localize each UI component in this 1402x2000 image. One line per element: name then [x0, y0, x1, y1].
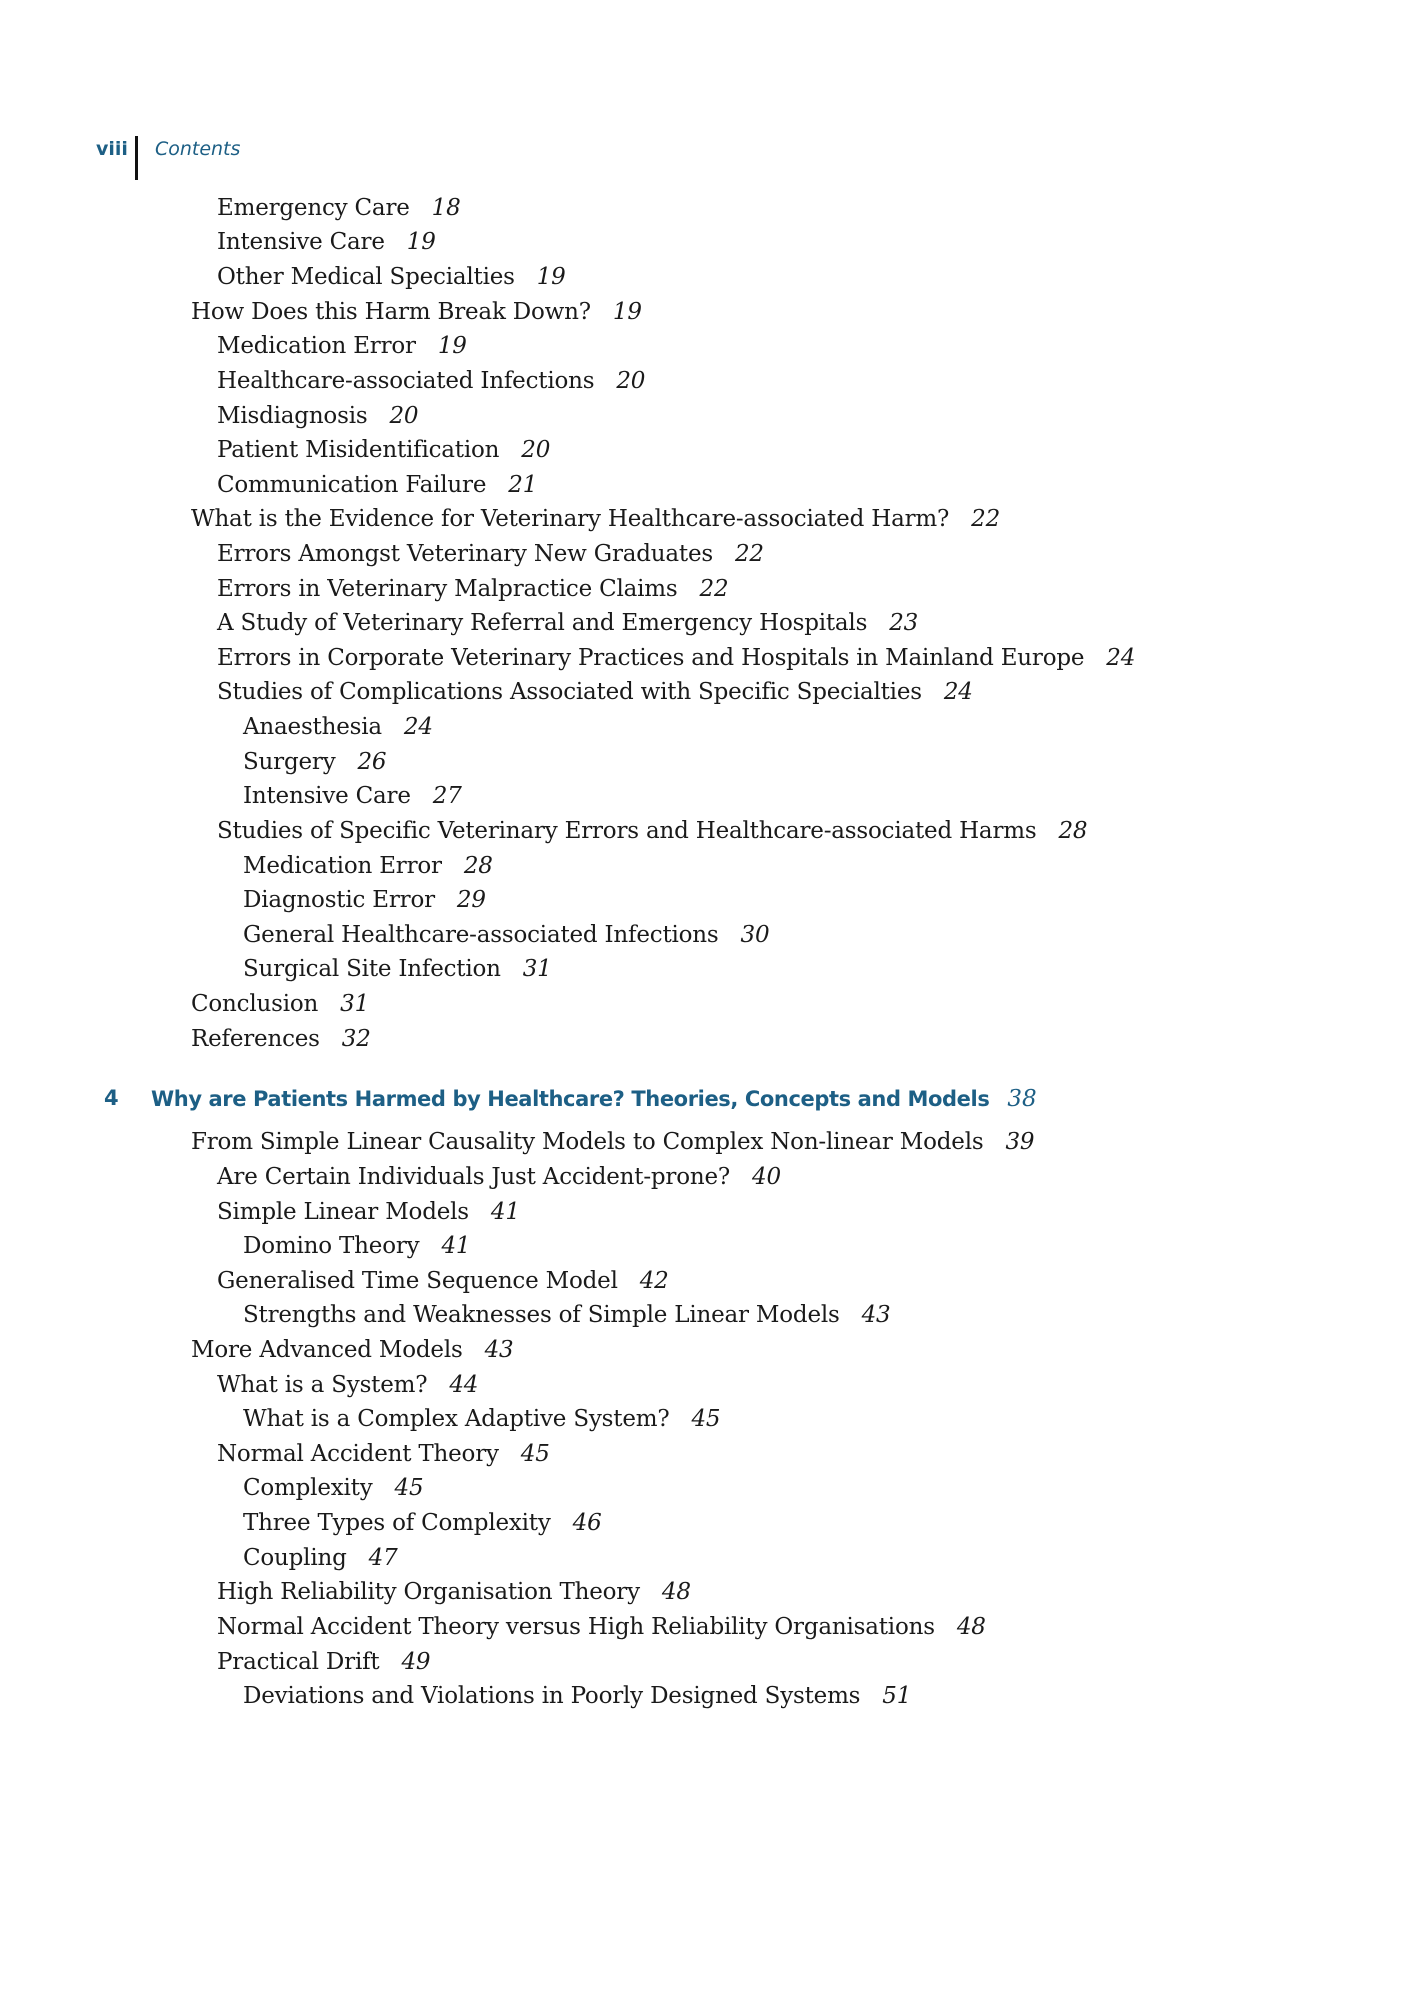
toc-entry-title: Errors in Corporate Veterinary Practices and Hospitals in Mainland Europe: [217, 645, 1085, 671]
toc-entry-page: 29: [456, 887, 486, 913]
chapter-number: 4: [104, 1086, 119, 1110]
toc-entry-title: Surgery: [243, 749, 336, 775]
toc-entry-page: 51: [882, 1683, 912, 1709]
toc-entry-title: From Simple Linear Causality Models to Complex Non-linear Models: [191, 1129, 984, 1155]
toc-entry: [191, 506, 1000, 532]
toc-entry-title: Studies of Specific Veterinary Errors and Healthcare-associated Harms: [217, 818, 1037, 844]
toc-entry-page: 43: [861, 1302, 891, 1328]
toc-entry-title: Anaesthesia: [243, 714, 382, 740]
toc-entry-page: 39: [1005, 1129, 1035, 1155]
toc-entry-page: 46: [572, 1510, 602, 1536]
toc-entry-page: 19: [612, 299, 642, 325]
toc-entry-page: 31: [340, 991, 370, 1017]
toc-entry-page: 24: [943, 679, 973, 705]
toc-entry-title: Normal Accident Theory: [217, 1441, 499, 1467]
toc-entry-title: References: [191, 1026, 320, 1052]
toc-entry: [217, 368, 645, 394]
toc-entry-page: 41: [490, 1199, 520, 1225]
toc-entry-page: 45: [520, 1441, 550, 1467]
toc-entry: [217, 818, 1087, 844]
toc-entry-page: 19: [437, 333, 467, 359]
toc-entry-page: 47: [368, 1545, 398, 1571]
toc-entry-title: High Reliability Organisation Theory: [217, 1579, 640, 1605]
chapter-page: 38: [1007, 1086, 1037, 1112]
toc-entry: [217, 195, 461, 221]
toc-entry: [217, 541, 764, 567]
chapter-heading: [104, 1086, 1037, 1112]
toc-entry: [217, 1441, 550, 1467]
toc-entry-page: 48: [661, 1579, 691, 1605]
page-number: viii: [96, 138, 128, 160]
toc-entry-page: 40: [752, 1164, 781, 1190]
toc-entry: [243, 1233, 470, 1259]
toc-entry: [191, 299, 642, 325]
toc-entry-title: Intensive Care: [243, 783, 411, 809]
toc-entry-page: 48: [956, 1614, 986, 1640]
toc-entry-title: A Study of Veterinary Referral and Emergency Hospitals: [217, 610, 868, 636]
toc-entry-page: 20: [389, 403, 419, 429]
toc-entry: [243, 887, 486, 913]
header-divider: [135, 136, 138, 180]
toc-entry-title: Conclusion: [191, 991, 319, 1017]
toc-entry: [191, 1129, 1034, 1155]
toc-entry: [243, 783, 462, 809]
toc-entry-title: Simple Linear Models: [217, 1199, 469, 1225]
toc-entry: [217, 1649, 430, 1675]
toc-entry-title: Are Certain Individuals Just Accident-prone?: [217, 1164, 731, 1190]
toc-entry-title: What is a Complex Adaptive System?: [243, 1406, 670, 1432]
toc-entry-title: Medication Error: [217, 333, 416, 359]
toc-entry-title: Domino Theory: [243, 1233, 420, 1259]
toc-entry-title: Communication Failure: [217, 472, 487, 498]
toc-entry: [243, 853, 493, 879]
toc-entry: [217, 679, 973, 705]
toc-entry-page: 28: [1058, 818, 1088, 844]
toc-entry: [191, 1337, 513, 1363]
toc-entry-title: Other Medical Specialties: [217, 264, 515, 290]
toc-entry-title: General Healthcare-associated Infections: [243, 922, 719, 948]
toc-entry-page: 26: [357, 749, 387, 775]
toc-entry-title: Strengths and Weaknesses of Simple Linear Models: [243, 1302, 840, 1328]
toc-entry: [217, 437, 550, 463]
toc-entry-title: Generalised Time Sequence Model: [217, 1268, 618, 1294]
toc-entry-page: 30: [740, 922, 770, 948]
toc-entry-page: 24: [1106, 645, 1136, 671]
toc-entry: [243, 1302, 891, 1328]
toc-entry: [217, 645, 1135, 671]
toc-entry-title: Deviations and Violations in Poorly Designed Systems: [243, 1683, 861, 1709]
toc-entry-page: 20: [521, 437, 551, 463]
toc-entry-page: 19: [406, 229, 436, 255]
toc-entry-page: 32: [341, 1026, 371, 1052]
toc-entry: [217, 472, 537, 498]
toc-entry: [243, 956, 552, 982]
toc-entry: [191, 991, 369, 1017]
toc-entry-page: 27: [432, 783, 462, 809]
toc-entry-title: Misdiagnosis: [217, 403, 368, 429]
toc-entry-page: 23: [889, 610, 919, 636]
toc-entry: [217, 1614, 986, 1640]
toc-entry: [243, 1406, 720, 1432]
toc-entry-title: More Advanced Models: [191, 1337, 463, 1363]
toc-entry-page: 45: [394, 1475, 424, 1501]
toc-entry-title: Studies of Complications Associated with Specific Specialties: [217, 679, 922, 705]
toc-entry-page: 31: [522, 956, 552, 982]
toc-entry: [243, 1545, 398, 1571]
toc-entry: [243, 1683, 911, 1709]
toc-entry-title: How Does this Harm Break Down?: [191, 299, 591, 325]
toc-entry-title: Healthcare-associated Infections: [217, 368, 595, 394]
toc-entry-title: Normal Accident Theory versus High Reliability Organisations: [217, 1614, 935, 1640]
toc-entry-title: Medication Error: [243, 853, 442, 879]
toc-entry: [191, 1026, 371, 1052]
toc-entry-page: 21: [508, 472, 538, 498]
toc-entry-page: 44: [449, 1372, 479, 1398]
toc-entry: [217, 576, 728, 602]
toc-entry: [217, 1268, 669, 1294]
toc-entry-title: Practical Drift: [217, 1649, 380, 1675]
toc-entry-title: Emergency Care: [217, 195, 410, 221]
toc-entry: [217, 229, 436, 255]
toc-entry-page: 22: [734, 541, 764, 567]
toc-entry: [243, 922, 769, 948]
toc-entry-page: 24: [403, 714, 433, 740]
toc-entry-title: What is a System?: [217, 1372, 428, 1398]
toc-entry-page: 42: [639, 1268, 669, 1294]
toc-entry: [217, 1164, 781, 1190]
toc-entry-page: 43: [484, 1337, 514, 1363]
toc-entry-page: 22: [971, 506, 1001, 532]
toc-entry: [217, 264, 566, 290]
toc-entry: [217, 1579, 691, 1605]
chapter-title: Why are Patients Harmed by Healthcare? Theories, Concepts and Models: [151, 1087, 990, 1111]
toc-entry-page: 49: [401, 1649, 431, 1675]
toc-entry: [243, 1475, 423, 1501]
toc-entry: [217, 403, 418, 429]
toc-entry-title: Errors in Veterinary Malpractice Claims: [217, 576, 678, 602]
running-head: Contents: [154, 138, 241, 160]
toc-entry-page: 22: [699, 576, 729, 602]
toc-entry: [243, 749, 386, 775]
toc-entry-page: 18: [431, 195, 461, 221]
toc-entry: [243, 1510, 602, 1536]
toc-entry-title: Complexity: [243, 1475, 373, 1501]
toc-entry-page: 28: [463, 853, 493, 879]
toc-entry-title: Coupling: [243, 1545, 347, 1571]
toc-entry-title: Surgical Site Infection: [243, 956, 501, 982]
toc-entry-title: Three Types of Complexity: [243, 1510, 551, 1536]
page-header: [96, 136, 240, 180]
toc-entry-page: 20: [616, 368, 646, 394]
toc-entry-title: Intensive Care: [217, 229, 385, 255]
toc-entry: [217, 1372, 478, 1398]
toc-entry: [217, 610, 918, 636]
toc-entry: [217, 1199, 520, 1225]
toc-entry: [217, 333, 467, 359]
toc-entry-title: Patient Misidentification: [217, 437, 500, 463]
toc-entry-title: What is the Evidence for Veterinary Healthcare-associated Harm?: [191, 506, 950, 532]
toc-entry-title: Diagnostic Error: [243, 887, 435, 913]
toc-entry-page: 41: [441, 1233, 471, 1259]
toc-entry: [243, 714, 433, 740]
toc-entry-page: 45: [691, 1406, 721, 1432]
toc-entry-page: 19: [536, 264, 566, 290]
toc-entry-title: Errors Amongst Veterinary New Graduates: [217, 541, 713, 567]
